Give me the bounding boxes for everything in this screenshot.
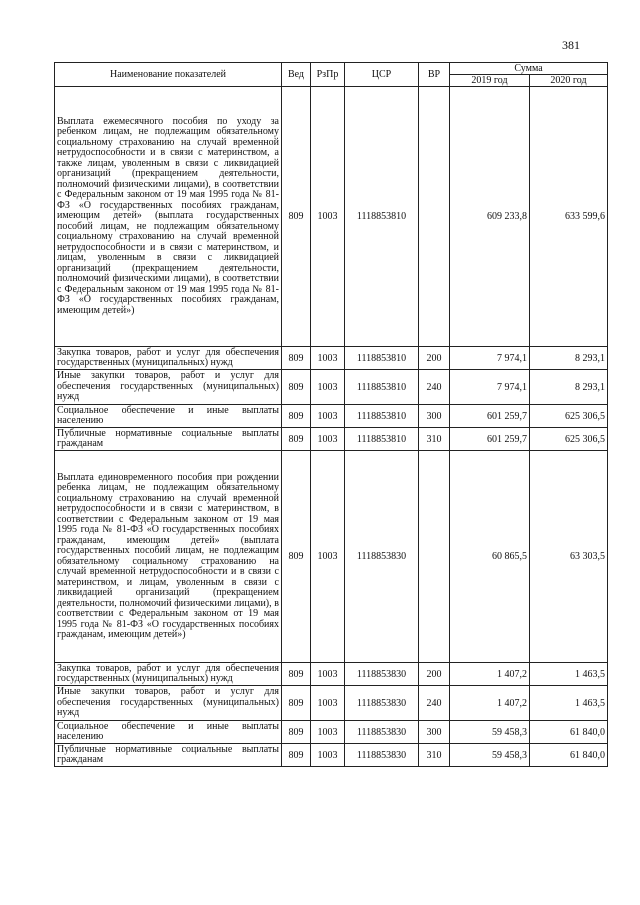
header-csr: ЦСР [345,63,419,87]
cell-2019: 60 865,5 [450,451,530,663]
cell-2019: 7 974,1 [450,347,530,370]
header-rzpr: РзПр [311,63,345,87]
table-row [55,721,608,744]
cell-2019: 601 259,7 [450,428,530,451]
cell-rzpr: 1003 [311,370,345,405]
cell-csr: 1118853810 [345,405,419,428]
table-row [55,428,608,451]
cell-vr: 240 [419,686,450,721]
cell-2020: 8 293,1 [530,347,608,370]
table-row [55,347,608,370]
cell-csr: 1118853830 [345,744,419,767]
cell-2019: 1 407,2 [450,663,530,686]
cell-name: Иные закупки товаров, работ и услуг для обеспечения государственных (муниципальных) нужд [55,686,282,721]
table-header [55,63,608,87]
cell-csr: 1118853830 [345,721,419,744]
budget-table [54,62,608,767]
cell-name: Социальное обеспечение и иные выплаты населению [55,405,282,428]
cell-vr: 300 [419,721,450,744]
cell-2020: 625 306,5 [530,405,608,428]
cell-vr: 310 [419,744,450,767]
cell-csr: 1118853810 [345,347,419,370]
cell-vr [419,87,450,347]
cell-2020: 625 306,5 [530,428,608,451]
cell-2020: 8 293,1 [530,370,608,405]
cell-rzpr: 1003 [311,405,345,428]
header-2019: 2019 год [450,75,530,87]
cell-2019: 609 233,8 [450,87,530,347]
cell-ved: 809 [282,663,311,686]
cell-2019: 601 259,7 [450,405,530,428]
cell-ved: 809 [282,370,311,405]
cell-2019: 7 974,1 [450,370,530,405]
header-2020: 2020 год [530,75,608,87]
table-row [55,451,608,663]
cell-2020: 1 463,5 [530,663,608,686]
cell-csr: 1118853810 [345,87,419,347]
header-vr: ВР [419,63,450,87]
table-row [55,663,608,686]
cell-ved: 809 [282,744,311,767]
cell-name: Иные закупки товаров, работ и услуг для обеспечения государственных (муниципальных) нужд [55,370,282,405]
cell-name: Закупка товаров, работ и услуг для обеспечения государственных (муниципальных) нужд [55,347,282,370]
cell-vr [419,451,450,663]
cell-vr: 300 [419,405,450,428]
cell-rzpr: 1003 [311,428,345,451]
cell-ved: 809 [282,451,311,663]
cell-ved: 809 [282,87,311,347]
cell-csr: 1118853810 [345,370,419,405]
page-number: 381 [562,38,580,52]
table-row [55,405,608,428]
cell-2020: 63 303,5 [530,451,608,663]
cell-2020: 633 599,6 [530,87,608,347]
cell-rzpr: 1003 [311,686,345,721]
cell-csr: 1118853830 [345,686,419,721]
table-body [55,87,608,767]
cell-csr: 1118853830 [345,451,419,663]
cell-ved: 809 [282,428,311,451]
cell-ved: 809 [282,686,311,721]
header-sum: Сумма [450,63,608,75]
cell-rzpr: 1003 [311,721,345,744]
cell-vr: 310 [419,428,450,451]
cell-rzpr: 1003 [311,347,345,370]
cell-name: Закупка товаров, работ и услуг для обеспечения государственных (муниципальных) нужд [55,663,282,686]
cell-name: Публичные нормативные социальные выплаты гражданам [55,744,282,767]
cell-2020: 61 840,0 [530,744,608,767]
cell-2019: 1 407,2 [450,686,530,721]
table-row [55,370,608,405]
table-row [55,87,608,347]
cell-rzpr: 1003 [311,451,345,663]
cell-vr: 200 [419,663,450,686]
cell-ved: 809 [282,405,311,428]
header-name: Наименование показателей [55,63,282,87]
cell-vr: 200 [419,347,450,370]
cell-rzpr: 1003 [311,744,345,767]
cell-2020: 1 463,5 [530,686,608,721]
cell-ved: 809 [282,721,311,744]
cell-2019: 59 458,3 [450,744,530,767]
cell-ved: 809 [282,347,311,370]
cell-2019: 59 458,3 [450,721,530,744]
header-ved: Вед [282,63,311,87]
table-row [55,744,608,767]
cell-name: Выплата единовременного пособия при рождении ребенка лицам, не подлежащим обязательному социальному страхованию на случай временной нетрудоспособности и в связи с материнством, в соответствии с Федеральным законом от 19 мая 1995 года № 81-ФЗ «О государственных пособиях гражданам, имеющим детей» (выплата государственных пособий лицам, не подлежащим обязательному социальному страхованию на случай временной нетрудоспособности и в связи с материнством, и лицам, уволенным в связи с ликвидацией организаций (прекращением деятельности, полномочий физическими лицами), в соответствии с Федеральным законом от 19 мая 1995 года № 81-ФЗ «О государственных пособиях гражданам, имеющим детей») [55,451,282,663]
cell-name: Публичные нормативные социальные выплаты гражданам [55,428,282,451]
cell-name: Социальное обеспечение и иные выплаты населению [55,721,282,744]
cell-vr: 240 [419,370,450,405]
cell-csr: 1118853830 [345,663,419,686]
table-row [55,686,608,721]
cell-rzpr: 1003 [311,87,345,347]
cell-name: Выплата ежемесячного пособия по уходу за ребенком лицам, не подлежащим обязательному социальному страхованию на случай временной нетрудоспособности и в связи с материнством, а также лицам, уволенным в связи с ликвидацией организаций (прекращением деятельности, полномочий физическими лицами), в соответствии с Федеральным законом от 19 мая 1995 года № 81-ФЗ «О государственных пособиях гражданам, имеющим детей» (выплата государственных пособий лицам, не подлежащим обязательному социальному страхованию на случай временной нетрудоспособности и в связи с материнством, и лицам, уволенным в связи с ликвидацией организаций (прекращением деятельности, полномочий физическими лицами), в соответствии с Федеральным законом от 19 мая 1995 года № 81-ФЗ «О государственных пособиях гражданам, имеющим детей») [55,87,282,347]
cell-2020: 61 840,0 [530,721,608,744]
cell-rzpr: 1003 [311,663,345,686]
cell-csr: 1118853810 [345,428,419,451]
